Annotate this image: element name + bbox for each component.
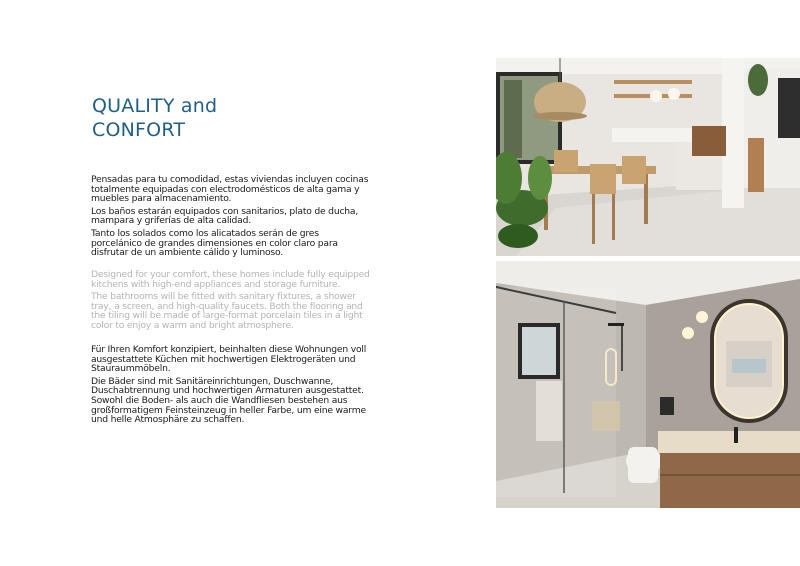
bathroom-photo [496,261,800,508]
german-text-block [91,345,371,428]
german-paragraph-1: Für Ihren Komfort konzipiert, beinhalten diese Wohnungen voll ausgestattete Küchen mit hochwertigen Elektrogeräten und Stauraummöbeln. [91,344,367,375]
title-line-1: QUALITY and [92,95,218,117]
kitchen-dining-photo [496,58,800,256]
english-text-block [91,270,371,334]
english-paragraph-2: The bathrooms will be fitted with sanitary fixtures, a shower tray, a screen, and high-quality faucets. Both the flooring and the tiling will be made of large-format porcelain tiles in a light color to enjoy a warm and bright atmosphere. [91,291,363,331]
spanish-text-block [91,175,371,261]
title-line-2: CONFORT [92,119,186,141]
page-title [92,94,217,142]
english-paragraph-1: Designed for your comfort, these homes include fully equipped kitchens with high-end appliances and storage furniture. [91,269,370,290]
spanish-paragraph-3: Tanto los solados como los alicatados serán de gres porcelánico de grandes dimensiones en color claro para disfrutar de un ambiente cálido y luminoso. [91,227,338,259]
german-paragraph-2: Die Bäder sind mit Sanitäreinrichtungen, Duschwanne, Duschabtrennung und hochwertigen Armaturen ausgestattet. Sowohl die Boden- als auch die Wandfliesen bestehen aus großformatigem Feinsteinzeug in heller Farbe, um eine warme und helle Atmosphäre zu schaffen. [91,375,366,426]
spanish-paragraph-1: Pensadas para tu comodidad, estas viviendas incluyen cocinas totalmente equipadas con electrodomésticos de alta gama y muebles para almacenamiento. [91,174,369,205]
spanish-paragraph-2: Los baños estarán equipados con sanitarios, plato de ducha, mampara y griferías de alta calidad. [91,205,359,227]
